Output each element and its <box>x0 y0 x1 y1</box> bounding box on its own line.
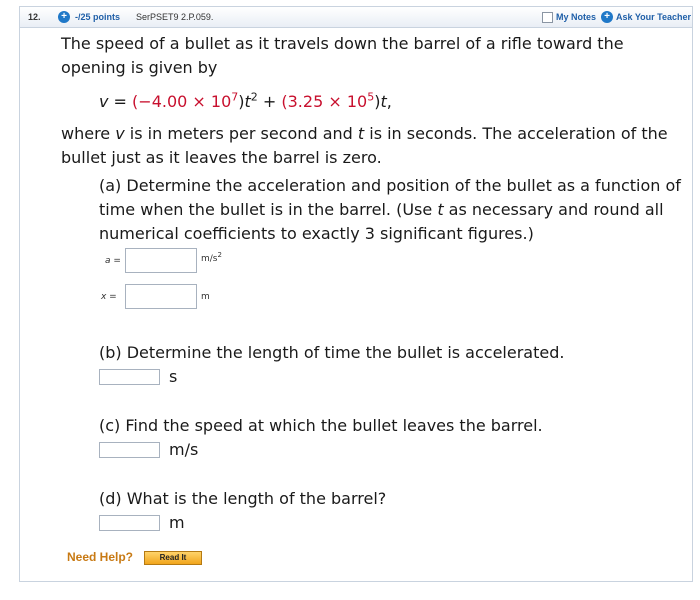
part-c-question: (c) Find the speed at which the bullet leaves the barrel. <box>99 416 543 435</box>
velocity-equation <box>99 90 392 114</box>
where-t: t <box>357 124 365 143</box>
ask-teacher-icon[interactable]: + <box>601 11 613 23</box>
part-b-question: (b) Determine the length of time the bullet is accelerated. <box>99 343 565 362</box>
eq-close2: ) <box>374 92 381 111</box>
eq-exp1: 7 <box>231 90 239 104</box>
part-d-question: (d) What is the length of the barrel? <box>99 489 387 508</box>
eq-plus: + <box>257 92 282 111</box>
a-unit-base: m/s <box>201 254 218 264</box>
read-it-button[interactable]: Read It <box>144 551 202 565</box>
part-a-line-2 <box>99 198 664 222</box>
a-label: a = <box>105 256 121 266</box>
points-label: -/25 points <box>75 12 121 22</box>
question-header <box>19 6 693 28</box>
x-unit: m <box>201 292 210 302</box>
eq-close1: ) <box>238 92 245 111</box>
eq-coef2: (3.25 × 10 <box>281 92 368 111</box>
part-a-line2-a: time when the bullet is in the barrel. (Use <box>99 200 438 219</box>
speed-input[interactable] <box>99 442 160 458</box>
where-a: where <box>61 124 116 143</box>
eq-equals: = <box>108 92 133 111</box>
notes-checkbox[interactable] <box>542 12 553 23</box>
part-a-line2-b: as necessary and round all <box>443 200 664 219</box>
barrel-length-input[interactable] <box>99 515 160 531</box>
eq-exp-t: 2 <box>250 90 258 104</box>
position-input[interactable] <box>125 284 197 309</box>
where-c: is in seconds. The acceleration of the <box>364 124 668 143</box>
plus-icon[interactable]: + <box>58 11 70 23</box>
part-a-t: t <box>437 200 444 219</box>
problem-code: SerPSET9 2.P.059. <box>136 12 214 22</box>
eq-exp2: 5 <box>367 90 375 104</box>
eq-v: v <box>99 92 109 111</box>
where-v: v <box>115 124 125 143</box>
my-notes-link[interactable]: My Notes <box>556 12 597 22</box>
part-b-unit: s <box>169 367 178 386</box>
a-unit-exp: 2 <box>217 251 222 259</box>
part-a-line-1: (a) Determine the acceleration and position of the bullet as a function of <box>99 176 681 195</box>
time-input[interactable] <box>99 369 160 385</box>
eq-coef1: (−4.00 × 10 <box>132 92 232 111</box>
where-line-2: bullet just as it leaves the barrel is zero. <box>61 148 382 167</box>
need-help-label: Need Help? <box>67 550 134 564</box>
ask-teacher-link[interactable]: Ask Your Teacher <box>616 12 692 22</box>
problem-intro-line-1: The speed of a bullet as it travels down the barrel of a rifle toward the <box>61 34 624 53</box>
part-d-unit: m <box>169 513 185 532</box>
part-a-line-3: numerical coefficients to exactly 3 significant figures.) <box>99 224 534 243</box>
where-line-1 <box>61 122 668 146</box>
x-label: x = <box>101 292 117 302</box>
a-unit <box>201 251 222 264</box>
where-b: is in meters per second and <box>124 124 358 143</box>
eq-t2: t <box>380 92 387 111</box>
problem-intro-line-2: opening is given by <box>61 58 218 77</box>
acceleration-input[interactable] <box>125 248 197 273</box>
eq-comma: , <box>386 92 392 111</box>
eq-t1: t <box>244 92 251 111</box>
part-c-unit: m/s <box>169 440 199 459</box>
question-number: 12. <box>28 12 41 22</box>
